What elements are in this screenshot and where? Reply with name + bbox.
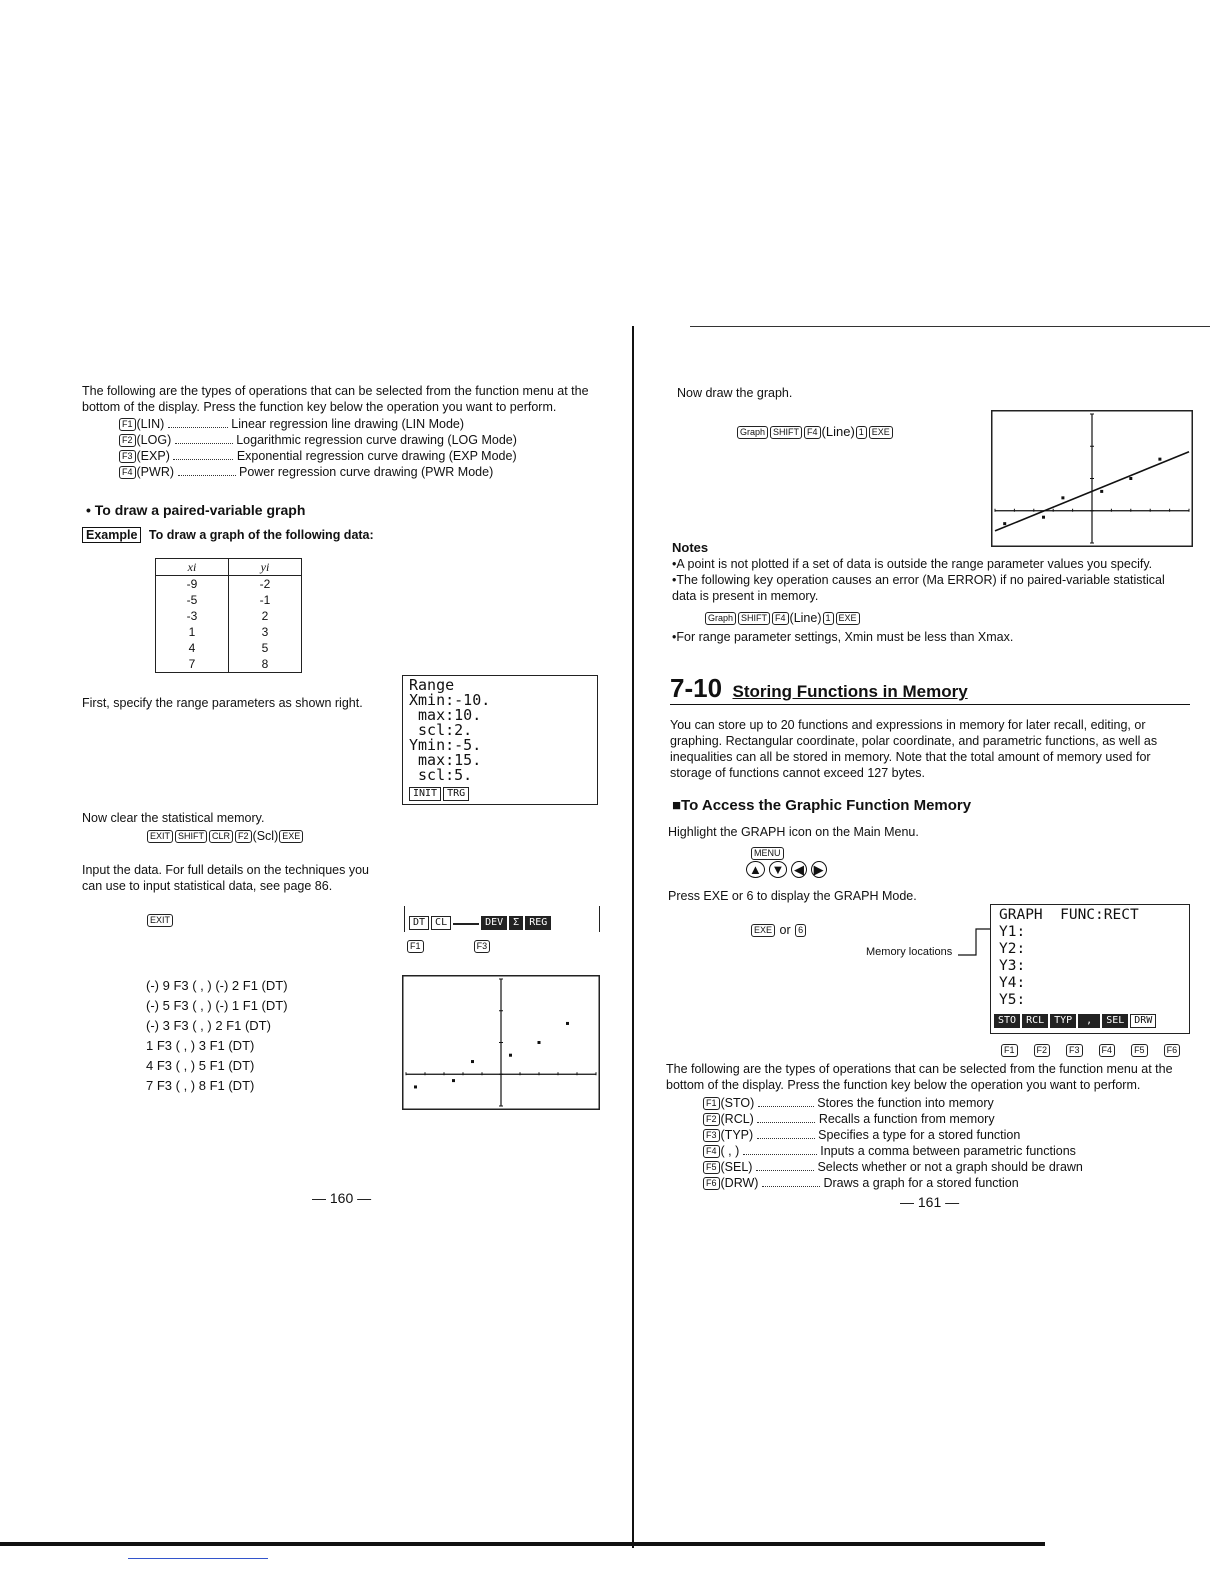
note-keys — [704, 610, 861, 626]
table-row — [156, 576, 302, 593]
f1-key: F1 — [407, 940, 424, 953]
leader — [175, 443, 233, 444]
f3-key: F3 — [119, 450, 136, 463]
graph-fn-menu — [994, 1011, 1181, 1028]
f3-key: F3 — [474, 940, 491, 953]
data-point — [1129, 477, 1132, 480]
f5-key: F5 — [703, 1161, 720, 1174]
data-point — [414, 1085, 417, 1088]
data-input-steps — [146, 976, 288, 1096]
leader — [757, 1122, 815, 1123]
right-page-number: — 161 — — [900, 1194, 960, 1210]
scl-label: (Scl) — [252, 829, 279, 843]
exit-key: EXIT — [147, 830, 173, 843]
data-point — [1003, 522, 1006, 525]
f4-key: F4 — [703, 1145, 720, 1158]
leader — [762, 1186, 820, 1187]
exe-key: EXE — [869, 426, 893, 439]
memory-pointer — [958, 925, 994, 959]
notes-title: Notes — [672, 540, 709, 555]
regression-graph-screen — [991, 410, 1193, 547]
example-text: To draw a graph of the following data: — [148, 528, 374, 542]
op-desc: Draws a graph for a stored function — [823, 1176, 1019, 1190]
op-name: (DRW) — [720, 1176, 759, 1190]
y4-line: Y4: — [999, 975, 1026, 991]
range-instruction: First, specify the range parameters as shown right. — [82, 696, 363, 710]
line-label: (Line) — [821, 424, 855, 439]
note-2: •The following key operation causes an error (Ma ERROR) if no paired-variable statistical data is present in memory. — [672, 573, 1165, 603]
xi-cell: 4 — [156, 640, 229, 656]
input-instruction: Input the data. For full details on the techniques you can use to input statistical data, see page 86. — [82, 863, 369, 893]
graph-header-line: GRAPH FUNC:RECT — [999, 907, 1139, 923]
op-name: (SEL) — [720, 1160, 753, 1174]
y2-line: Y2: — [999, 941, 1026, 957]
chapter-number: 7-10 — [670, 673, 723, 703]
sub-title-access: ■To Access the Graphic Function Memory — [672, 797, 972, 814]
shift-key: SHIFT — [770, 426, 802, 439]
op-name: (TYP) — [720, 1128, 754, 1142]
graph-key: Graph — [737, 426, 768, 439]
f1-key: F1 — [1001, 1044, 1018, 1057]
down-arrow-icon: ▼ — [769, 861, 788, 878]
xi-cell: -9 — [156, 576, 229, 593]
six-key: 6 — [795, 924, 806, 937]
range-menu — [409, 784, 591, 801]
table-row — [156, 608, 302, 624]
exe-key: EXE — [751, 924, 775, 937]
scatter-plot-screen — [402, 975, 600, 1110]
stat-fn-menu — [405, 912, 599, 930]
op-name: (LIN) — [136, 417, 165, 431]
leader — [757, 1138, 815, 1139]
leader — [168, 427, 228, 428]
op-desc: Selects whether or not a graph should be drawn — [817, 1160, 1083, 1174]
f3-key: F3 — [703, 1129, 720, 1142]
exit-key: EXIT — [147, 914, 173, 927]
range-line: scl:5. — [409, 766, 473, 784]
section-title-paired: • To draw a paired-variable graph — [86, 502, 306, 518]
typ-menu: TYP — [1050, 1014, 1076, 1028]
one-key: 1 — [856, 426, 867, 439]
left-arrow-icon: ◀ — [791, 861, 807, 878]
f4-key: F4 — [1099, 1044, 1116, 1057]
input-step: (-) 9 F3 ( , ) (-) 2 F1 (DT) — [146, 978, 288, 993]
op-exp — [118, 448, 598, 464]
draw-keys — [736, 423, 894, 440]
range-line: Xmin:-10. — [409, 691, 491, 709]
range-line: Range — [409, 676, 455, 694]
table-row — [156, 656, 302, 673]
op-comma — [702, 1143, 1192, 1159]
xi-cell: -5 — [156, 592, 229, 608]
data-point — [1061, 496, 1064, 499]
op-name: (RCL) — [720, 1112, 754, 1126]
op-drw — [702, 1175, 1192, 1191]
data-point — [452, 1079, 455, 1082]
shift-key: SHIFT — [738, 612, 770, 625]
op-sto — [702, 1095, 1192, 1111]
op-name: ( , ) — [720, 1144, 740, 1158]
clear-keys — [146, 828, 304, 844]
chapter-intro: You can store up to 20 functions and expressions in memory for later recall, editing, or graphing. Rectangular coordinate, polar coordinate, and parametric functions, as well as inequalities can all be stored in memory. Note that the total amount of memory used for storage of functions cannot exceed 127 bytes. — [670, 718, 1158, 780]
right-ops-intro: The following are the types of operations that can be selected from the function menu at the bottom of the display. Press the function key below the operation you want to perform. — [666, 1062, 1173, 1092]
exe-key: EXE — [279, 830, 303, 843]
draw-instruction: Now draw the graph. — [677, 386, 793, 400]
f6-key: F6 — [703, 1177, 720, 1190]
data-table — [155, 558, 302, 673]
data-point — [566, 1022, 569, 1025]
f4-key: F4 — [804, 426, 821, 439]
range-screen — [402, 675, 598, 805]
input-step: 4 F3 ( , ) 5 F1 (DT) — [146, 1058, 255, 1073]
right-arrow-icon: ▶ — [811, 861, 827, 878]
op-name: (LOG) — [136, 433, 172, 447]
op-rcl — [702, 1111, 1192, 1127]
reg-menu: REG — [525, 916, 551, 930]
yi-cell: -2 — [229, 576, 302, 593]
f3-key: F3 — [1066, 1044, 1083, 1057]
menu-key: MENU — [751, 847, 784, 860]
exe-key: EXE — [836, 612, 860, 625]
press-keys — [750, 922, 807, 938]
range-line: scl:2. — [409, 721, 473, 739]
op-name: (PWR) — [136, 465, 175, 479]
sel-menu: SEL — [1102, 1014, 1128, 1028]
table-row — [156, 640, 302, 656]
note-1: •A point is not plotted if a set of data is outside the range parameter values you specify. — [672, 557, 1153, 571]
exit-step — [146, 912, 174, 928]
chapter-heading — [670, 673, 1190, 705]
clear-instruction: Now clear the statistical memory. — [82, 811, 265, 825]
graph-key: Graph — [705, 612, 736, 625]
comma-menu: , — [1078, 1014, 1100, 1028]
right-ops-list — [702, 1095, 1192, 1191]
dt-menu: DT — [409, 916, 429, 930]
op-sel — [702, 1159, 1192, 1175]
one-key: 1 — [823, 612, 834, 625]
f1-key: F1 — [703, 1097, 720, 1110]
graph-fkeys — [1000, 1042, 1181, 1060]
or-label: or — [779, 923, 791, 937]
yi-cell: 8 — [229, 656, 302, 673]
op-desc: Exponential regression curve drawing (EXP Mode) — [236, 449, 517, 463]
y1-line: Y1: — [999, 924, 1026, 940]
yi-cell: 2 — [229, 608, 302, 624]
y3-line: Y3: — [999, 958, 1026, 974]
f2-key: F2 — [119, 434, 136, 447]
data-point — [1100, 490, 1103, 493]
menu-key-step — [750, 845, 785, 861]
header-xi: xi — [156, 559, 229, 576]
line-label: (Line) — [789, 611, 822, 625]
table-row — [156, 624, 302, 640]
graph-func-screen — [990, 904, 1190, 1034]
memory-locations-label: Memory locations — [866, 946, 953, 958]
op-desc: Stores the function into memory — [817, 1096, 994, 1110]
f2-key: F2 — [703, 1113, 720, 1126]
example-row — [82, 527, 374, 543]
range-line: Ymin:-5. — [409, 736, 482, 754]
center-binding-line — [632, 326, 634, 1548]
f4-key: F4 — [119, 466, 136, 479]
bottom-rule — [0, 1542, 1045, 1546]
op-lin — [118, 416, 598, 432]
data-point — [1042, 516, 1045, 519]
example-label: Example — [82, 527, 141, 543]
f2-key: F2 — [235, 830, 252, 843]
op-desc: Power regression curve drawing (PWR Mode) — [238, 465, 494, 479]
left-ops-list — [118, 416, 598, 480]
cl-menu: CL — [431, 916, 451, 930]
yi-cell: 5 — [229, 640, 302, 656]
f4-key: F4 — [772, 612, 789, 625]
f1-key: F1 — [119, 418, 136, 431]
op-desc: Specifies a type for a stored function — [818, 1128, 1021, 1142]
data-point — [538, 1041, 541, 1044]
data-point — [471, 1060, 474, 1063]
blank-menu — [453, 923, 479, 925]
chapter-title: Storing Functions in Memory — [732, 682, 968, 701]
range-line: max:15. — [409, 751, 482, 769]
op-typ — [702, 1127, 1192, 1143]
xi-cell: 1 — [156, 624, 229, 640]
footer-link-line — [128, 1558, 268, 1559]
left-page-number: — 160 — — [312, 1190, 372, 1206]
sto-menu: STO — [994, 1014, 1020, 1028]
op-pwr — [118, 464, 598, 480]
stat-fkeys — [406, 940, 491, 953]
leader — [173, 459, 233, 460]
rcl-menu: RCL — [1022, 1014, 1048, 1028]
up-arrow-icon: ▲ — [746, 861, 765, 878]
op-desc: Inputs a comma between parametric functions — [820, 1144, 1076, 1158]
yi-cell: 3 — [229, 624, 302, 640]
stat-menu-screen — [404, 906, 600, 932]
leader — [758, 1106, 814, 1107]
op-name: (STO) — [720, 1096, 755, 1110]
y5-line: Y5: — [999, 992, 1026, 1008]
data-point — [509, 1054, 512, 1057]
clr-key: CLR — [209, 830, 233, 843]
left-intro: The following are the types of operations that can be selected from the function menu at the bottom of the display. Press the function key below the operation you want to perform. — [82, 384, 589, 414]
f2-key: F2 — [1034, 1044, 1051, 1057]
range-line: max:10. — [409, 706, 482, 724]
dev-menu: DEV — [481, 916, 507, 930]
sigma-menu: Σ — [509, 916, 523, 930]
op-desc: Recalls a function from memory — [818, 1112, 995, 1126]
op-desc: Logarithmic regression curve drawing (LOG Mode) — [236, 433, 517, 447]
op-log — [118, 432, 598, 448]
drw-menu: DRW — [1130, 1014, 1156, 1028]
shift-key: SHIFT — [175, 830, 207, 843]
table-row — [156, 592, 302, 608]
note-3: •For range parameter settings, Xmin must be less than Xmax. — [672, 630, 1014, 644]
op-name: (EXP) — [136, 449, 170, 463]
data-point — [1158, 458, 1161, 461]
leader — [756, 1170, 814, 1171]
highlight-instruction: Highlight the GRAPH icon on the Main Menu. — [668, 825, 919, 839]
arrow-keys — [746, 862, 827, 878]
input-step: (-) 3 F3 ( , ) 2 F1 (DT) — [146, 1018, 271, 1033]
leader — [743, 1154, 817, 1155]
input-step: 7 F3 ( , ) 8 F1 (DT) — [146, 1078, 255, 1093]
op-desc: Linear regression line drawing (LIN Mode) — [231, 417, 465, 431]
input-step: 1 F3 ( , ) 3 F1 (DT) — [146, 1038, 255, 1053]
f6-key: F6 — [1164, 1044, 1181, 1057]
xi-cell: -3 — [156, 608, 229, 624]
leader — [178, 475, 236, 476]
xi-cell: 7 — [156, 656, 229, 673]
header-yi: yi — [229, 559, 302, 576]
trg-menu: TRG — [443, 787, 469, 801]
right-top-rule — [690, 326, 1210, 327]
yi-cell: -1 — [229, 592, 302, 608]
press-instruction: Press EXE or 6 to display the GRAPH Mode. — [668, 889, 917, 903]
init-menu: INIT — [409, 787, 441, 801]
input-step: (-) 5 F3 ( , ) (-) 1 F1 (DT) — [146, 998, 288, 1013]
f5-key: F5 — [1131, 1044, 1148, 1057]
